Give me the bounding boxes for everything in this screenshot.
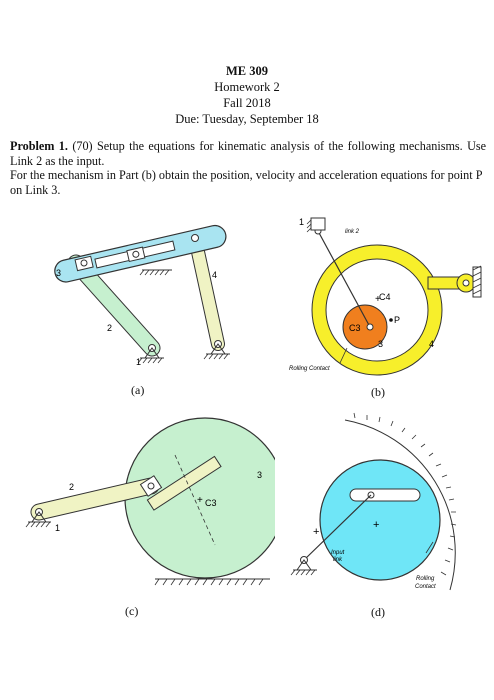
label-p: P — [394, 315, 401, 325]
problem-points: (70) — [72, 139, 93, 153]
label-c3-c: C3 — [205, 498, 217, 508]
problem-part-b-instruction: For the mechanism in Part (b) obtain the position, velocity and acceleration equations for point P on Link 3. — [10, 168, 483, 197]
label-1: 1 — [136, 357, 142, 367]
caption-d: (d) — [371, 605, 385, 619]
label-3-c: 3 — [257, 470, 263, 480]
caption-c: (c) — [125, 604, 139, 618]
course-title: ME 309 — [225, 64, 268, 78]
label-c3: C3 — [349, 323, 361, 333]
figure-c-mechanism — [25, 410, 275, 590]
assignment-title: Homework 2 — [214, 80, 280, 94]
due-date: Due: Tuesday, September 18 — [175, 112, 319, 126]
label-1-b: 1 — [299, 217, 305, 227]
label-contact-d: Contact — [415, 584, 436, 590]
figure-b-mechanism — [285, 210, 485, 380]
figure-d-mechanism — [285, 410, 485, 600]
label-link-2: link 2 — [345, 229, 360, 235]
c3-center-mark: + — [197, 495, 203, 506]
c4-center-mark: + — [375, 294, 381, 305]
caption-b: (b) — [371, 385, 385, 399]
label-rolling-d: Rolling — [416, 576, 435, 582]
label-2: 2 — [107, 323, 113, 333]
label-4-b: 4 — [429, 339, 435, 349]
label-input: Input — [331, 550, 345, 556]
input-pivot-mark: + — [313, 526, 320, 538]
problem-instructions: Setup the equations for kinematic analysis of the following mechanisms. Use Link 2 as the input. — [10, 139, 487, 168]
caption-a: (a) — [131, 383, 145, 397]
term: Fall 2018 — [223, 96, 271, 110]
disk-center-mark: + — [373, 519, 380, 531]
label-4: 4 — [212, 270, 218, 280]
label-rolling-contact-b: Rolling Contact — [289, 366, 330, 372]
problem-label: Problem 1. — [10, 139, 68, 153]
label-3: 3 — [56, 268, 62, 278]
label-link: link — [333, 557, 343, 563]
figure-a-mechanism — [40, 218, 240, 378]
label-2-c: 2 — [69, 482, 75, 492]
label-3-b: 3 — [378, 339, 384, 349]
label-1-c: 1 — [55, 523, 61, 533]
label-c4: C4 — [379, 292, 391, 302]
problem-statement — [10, 139, 486, 168]
